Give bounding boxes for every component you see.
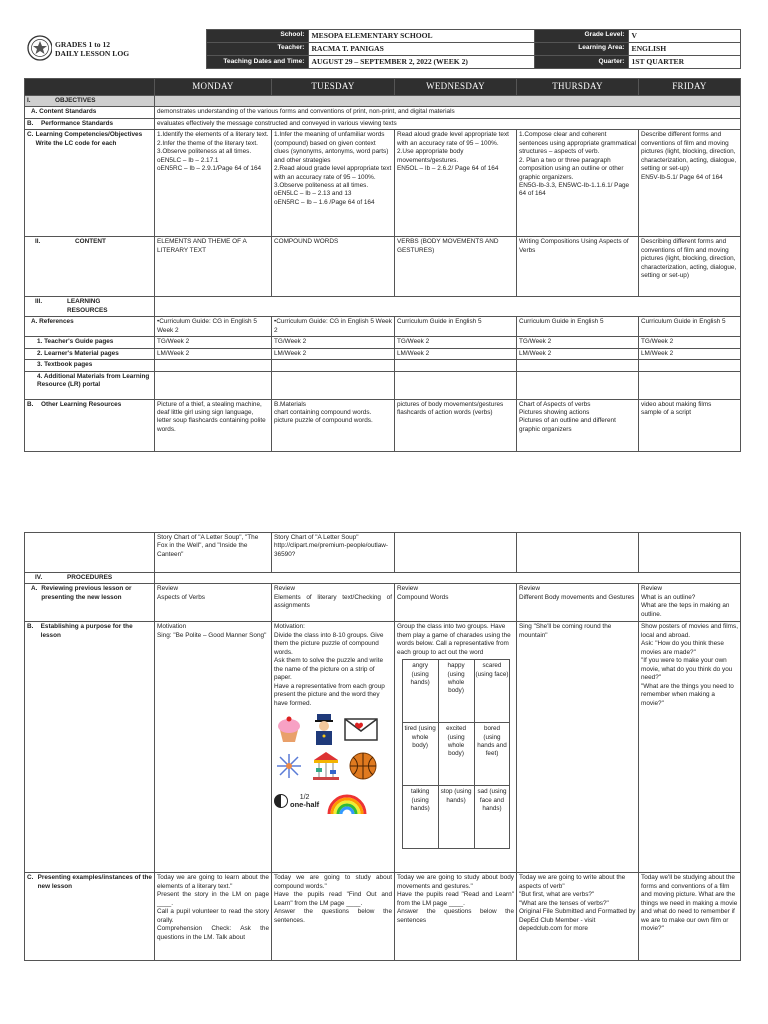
purpose-tuesday-text: Motivation: Divide the class into 8-10 groups. Give them the picture puzzle of compound words. Ask them to solve the puzzle and write the name of the picture on a strip of paper. Have a representative from each group present the picture and the word they have formed. — [274, 623, 385, 707]
area-value: ENGLISH — [628, 43, 740, 56]
review-row — [25, 584, 741, 622]
procedures-label: IV. PROCEDURES — [25, 573, 155, 584]
other-resources-label: B. Other Learning Resources — [25, 399, 155, 451]
content-standards-value: demonstrates understanding of the various forms and conventions of print, non-print, and digital materials — [155, 107, 741, 118]
picture-puzzle-row-2 — [274, 750, 392, 782]
header-table — [24, 29, 741, 69]
learners-material-monday: LM/Week 2 — [155, 348, 272, 359]
additional-materials-monday — [155, 371, 272, 399]
content-standards-label: A. Content Standards — [25, 107, 155, 118]
charades-cell: happy (using whole body) — [438, 660, 474, 723]
textbook-monday — [155, 360, 272, 371]
day-header-friday: FRIDAY — [639, 79, 741, 96]
other-resources-monday: Picture of a thief, a stealing machine, deaf little girl using sign language, letter soup flashcards containing polite words. — [155, 399, 272, 451]
examples-monday: Today we are going to learn about the elements of a literary text." Present the story in the LM on page ____. Call a pupil volunteer to read the story orally. Comprehension Check: Ask the questions in the LM. Talk about — [155, 873, 272, 961]
charades-row — [402, 660, 510, 723]
teachers-guide-friday: TG/Week 2 — [639, 337, 741, 348]
learning-resources-fill — [155, 297, 741, 317]
continued-resources-label — [25, 533, 155, 573]
teachers-guide-row — [25, 337, 741, 348]
additional-materials-thursday — [517, 371, 639, 399]
content-tuesday: COMPOUND WORDS — [272, 237, 395, 297]
examples-row — [25, 873, 741, 961]
review-thursday: Review Different Body movements and Gestures — [517, 584, 639, 622]
textbook-thursday — [517, 360, 639, 371]
picture-puzzle-row-1 — [274, 712, 392, 746]
learners-material-friday: LM/Week 2 — [639, 348, 741, 359]
charades-cell: tired (using whole body) — [402, 723, 438, 786]
charades-cell: scared (using face) — [474, 660, 510, 723]
day-header-blank — [25, 79, 155, 96]
objectives-fill — [155, 95, 741, 106]
school-value: MESOPA ELEMENTARY SCHOOL — [308, 30, 534, 43]
learners-material-row — [25, 348, 741, 359]
continued-resources-friday — [639, 533, 741, 573]
other-resources-thursday: Chart of Aspects of verbs Pictures showing actions Pictures of an outline and different graphic organizers — [517, 399, 639, 451]
lesson-table-page-2 — [24, 532, 741, 961]
charades-cell: stop (using hands) — [438, 786, 474, 849]
learning-resources-row — [25, 297, 741, 317]
document-title — [52, 30, 206, 69]
learning-resources-label: III. LEARNING RESOURCES — [25, 297, 155, 317]
day-header-tuesday: TUESDAY — [272, 79, 395, 96]
title-line-1: GRADES 1 to 12 — [55, 39, 111, 49]
performance-standards-label: B. Performance Standards — [25, 118, 155, 129]
lesson-table-page-1 — [24, 78, 741, 452]
competencies-label: C. Learning Competencies/Objectives Write the LC code for each — [25, 130, 155, 237]
performance-standards-value: evaluates effectively the message constructed and conveyed in various viewing texts — [155, 118, 741, 129]
teachers-guide-thursday: TG/Week 2 — [517, 337, 639, 348]
procedures-fill — [155, 573, 741, 584]
performance-standards-row — [25, 118, 741, 129]
purpose-tuesday — [272, 622, 395, 873]
day-header-monday: MONDAY — [155, 79, 272, 96]
references-row — [25, 317, 741, 337]
other-resources-tuesday: B.Materials chart containing compound words. picture puzzle of compound words. — [272, 399, 395, 451]
learners-material-wednesday: LM/Week 2 — [395, 348, 517, 359]
other-resources-wednesday: pictures of body movements/gestures flashcards of action words (verbs) — [395, 399, 517, 451]
additional-materials-label: 4. Additional Materials from Learning Resource (LR) portal — [25, 371, 155, 399]
learners-material-thursday: LM/Week 2 — [517, 348, 639, 359]
lesson-log-page-2 — [24, 532, 740, 961]
picture-puzzle-row-3 — [274, 786, 392, 816]
cupcake-icon — [274, 715, 304, 743]
grade-label: Grade Level: — [534, 30, 628, 43]
review-friday: Review What is an outline? What are the teps in making an outline. — [639, 584, 741, 622]
competencies-row — [25, 130, 741, 237]
objectives-label: I. OBJECTIVES — [25, 95, 155, 106]
additional-materials-friday — [639, 371, 741, 399]
title-line-2: DAILY LESSON LOG — [55, 49, 130, 59]
quarter-label: Quarter: — [534, 56, 628, 69]
teachers-guide-monday: TG/Week 2 — [155, 337, 272, 348]
day-header-wednesday: WEDNESDAY — [395, 79, 517, 96]
charades-cell: excited (using whole body) — [438, 723, 474, 786]
school-label: School: — [206, 30, 308, 43]
objectives-row — [25, 95, 741, 106]
review-monday: Review Aspects of Verbs — [155, 584, 272, 622]
content-friday: Describing different forms and conventions of film and moving pictures (light, blocking, direction, characterization, acting, dialogue, setting or set-up) — [639, 237, 741, 297]
textbook-friday — [639, 360, 741, 371]
examples-label: C. Presenting examples/instances of the new lesson — [25, 873, 155, 961]
purpose-label: B. Establishing a purpose for the lesson — [25, 622, 155, 873]
content-standards-row — [25, 107, 741, 118]
references-friday: Curriculum Guide in English 5 — [639, 317, 741, 337]
charades-cell: sad (using face and hands) — [474, 786, 510, 849]
content-thursday: Writing Compositions Using Aspects of Verbs — [517, 237, 639, 297]
teachers-guide-label: 1. Teacher's Guide pages — [25, 337, 155, 348]
references-monday: •Curriculum Guide: CG in English 5 Week 2 — [155, 317, 272, 337]
competencies-wednesday: Read aloud grade level appropriate text with an accuracy rate of 95 – 100%. 2.Use appropriate body movements/gestures. EN5OL – Ib – 2.6.2/ Page 64 of 164 — [395, 130, 517, 237]
charades-row — [402, 723, 510, 786]
continued-resources-monday: Story Chart of "A Letter Soup", "The Fox in the Well", and "Inside the Canteen" — [155, 533, 272, 573]
envelope-icon — [344, 716, 378, 742]
charades-cell: angry (using hands) — [402, 660, 438, 723]
charades-table — [402, 659, 511, 849]
quarter-value: 1ST QUARTER — [628, 56, 740, 69]
other-resources-row — [25, 399, 741, 451]
carousel-icon — [310, 750, 342, 782]
textbook-tuesday — [272, 360, 395, 371]
textbook-row — [25, 360, 741, 371]
purpose-thursday: Sing "She'll be coming round the mountain" — [517, 622, 639, 873]
lesson-log-page-1 — [24, 29, 740, 452]
teacher-label: Teacher: — [206, 43, 308, 56]
deped-seal-icon — [24, 30, 52, 69]
content-monday: ELEMENTS AND THEME OF A LITERARY TEXT — [155, 237, 272, 297]
purpose-friday: Show posters of movies and films, local and abroad. Ask: "How do you think these movies are made?" "If you were to make your own movie, what do you think do you need?" "What are the things you need to remember when making a movie?" — [639, 622, 741, 873]
charades-cell: talking (using hands) — [402, 786, 438, 849]
additional-materials-wednesday — [395, 371, 517, 399]
examples-wednesday: Today we are going to study about body movements and gestures." Have the pupils read "Read and Learn" from the LM page ____. Answer the questions below the sentences — [395, 873, 517, 961]
basketball-icon — [348, 751, 378, 781]
other-resources-friday: video about making films sample of a script — [639, 399, 741, 451]
dates-value: AUGUST 29 – SEPTEMBER 2, 2022 (WEEK 2) — [308, 56, 534, 69]
textbook-wednesday — [395, 360, 517, 371]
continued-resources-tuesday: Story Chart of "A Letter Soup" http://clipart.me/premium-people/outlaw-36590? — [272, 533, 395, 573]
day-header-thursday: THURSDAY — [517, 79, 639, 96]
purpose-monday: Motivation Sing: "Be Polite – Good Manner Song" — [155, 622, 272, 873]
references-tuesday: •Curriculum Guide: CG in English 5 Week 2 — [272, 317, 395, 337]
one-half-fraction: 1/2 — [299, 793, 310, 801]
charades-row — [402, 786, 510, 849]
rainbow-icon — [325, 786, 369, 816]
charades-cell: bored (using hands and feet) — [474, 723, 510, 786]
additional-materials-row — [25, 371, 741, 399]
one-half-icon — [274, 794, 319, 809]
additional-materials-tuesday — [272, 371, 395, 399]
content-row — [25, 237, 741, 297]
review-wednesday: Review Compound Words — [395, 584, 517, 622]
procedures-row — [25, 573, 741, 584]
review-label: A. Reviewing previous lesson or presenting the new lesson — [25, 584, 155, 622]
day-header-row — [25, 79, 741, 96]
teacher-value: RACMA T. PANIGAS — [308, 43, 534, 56]
examples-friday: Today we'll be studying about the forms and conventions of a film and moving picture. What are the things we need in making a movie and what do need to remember if we are to make our own film or movie?" — [639, 873, 741, 961]
competencies-monday: 1.Identify the elements of a literary text. 2.Infer the theme of the literary text. 3.Observe politeness at all times. oEN5LC – Ib – 2.17.1 oEN5RC – Ib – 2.9.1/Page 64 of 164 — [155, 130, 272, 237]
competencies-friday: Describe different forms and conventions of film and moving pictures (light, blocking, direction, characterization, acting, dialogue, setting or set-up) EN5V-Ib-5.1/ Page 64 of 164 — [639, 130, 741, 237]
policeman-icon — [310, 712, 338, 746]
content-label: II. CONTENT — [25, 237, 155, 297]
dates-label: Teaching Dates and Time: — [206, 56, 308, 69]
review-tuesday: Review Elements of literary text/Checking of assignments — [272, 584, 395, 622]
competencies-tuesday: 1.Infer the meaning of unfamiliar words (compound) based on given context clues (synonyms, antonyms, word parts) and other strategies 2.Read aloud grade level appropriate text with an accuracy rate of 95 – 100%. 3.Observe politeness at all times. oEN5LC – Ib – 2.13 and 13 oEN5RC – Ib – 1.6 /Page 64 of 164 — [272, 130, 395, 237]
references-thursday: Curriculum Guide in English 5 — [517, 317, 639, 337]
purpose-wednesday — [395, 622, 517, 873]
teachers-guide-wednesday: TG/Week 2 — [395, 337, 517, 348]
continued-resources-row — [25, 533, 741, 573]
continued-resources-thursday — [517, 533, 639, 573]
textbook-label: 3. Textbook pages — [25, 360, 155, 371]
examples-thursday: Today we are going to write about the aspects of verb" "But first, what are verbs?" "What are the tenses of verbs?" Original File Submitted and Formatted by DepEd Club Member - visit depedclub.com for more — [517, 873, 639, 961]
purpose-row — [25, 622, 741, 873]
examples-tuesday: Today we are going to study about compound words." Have the pupils read "Find Out and Learn" from the LM page ____. Answer the questions below the sentences. — [272, 873, 395, 961]
continued-resources-wednesday — [395, 533, 517, 573]
fireworks-icon — [274, 751, 304, 781]
purpose-wednesday-text: Group the class into two groups. Have them play a game of charades using the words below. Call a representative from each group to act out the word — [397, 623, 511, 656]
learners-material-tuesday: LM/Week 2 — [272, 348, 395, 359]
references-label: A. References — [25, 317, 155, 337]
references-wednesday: Curriculum Guide in English 5 — [395, 317, 517, 337]
teachers-guide-tuesday: TG/Week 2 — [272, 337, 395, 348]
learners-material-label: 2. Learner's Material pages — [25, 348, 155, 359]
area-label: Learning Area: — [534, 43, 628, 56]
one-half-label: one-half — [290, 799, 320, 809]
content-wednesday: VERBS (BODY MOVEMENTS AND GESTURES) — [395, 237, 517, 297]
grade-value: V — [628, 30, 740, 43]
competencies-thursday: 1.Compose clear and coherent sentences using appropriate grammatical structures – aspects of verb. 2. Plan a two or three paragraph composition using an outline or other graphic organizers. EN5G-Ib-3.3, EN5WC-Ib-1.1.6.1/ Page 64 of 164 — [517, 130, 639, 237]
